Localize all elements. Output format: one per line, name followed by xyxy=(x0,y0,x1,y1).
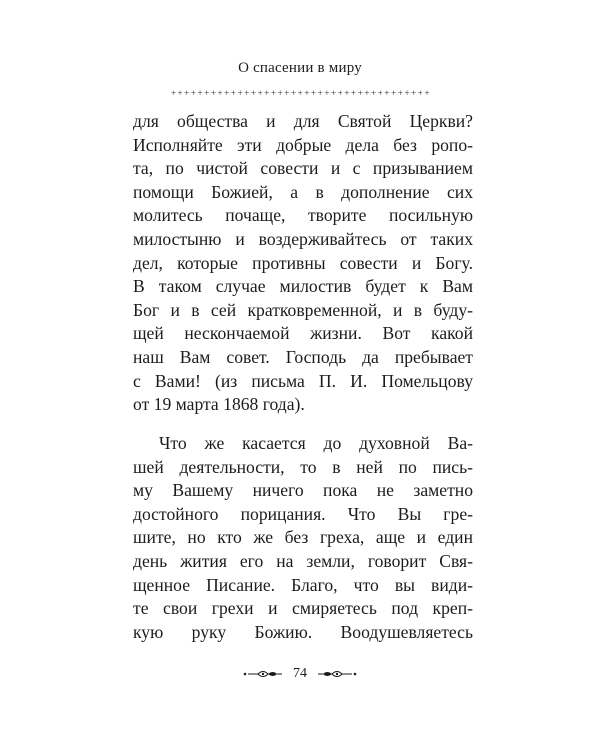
text-line: шей деятельности, то в ней по пись- xyxy=(133,456,473,477)
text-line: молитесь почаще, творите посильную xyxy=(133,205,473,226)
text-line: те свои грехи и смиряетесь под креп- xyxy=(133,598,473,619)
text-line: от 19 марта 1868 года). xyxy=(133,394,305,415)
text-line: милостыню и воздерживайтесь от таких xyxy=(133,228,473,249)
text-line: помощи Божией, а в дополнение сих xyxy=(133,181,473,202)
page-footer xyxy=(0,663,600,685)
text-line: дел, которые противны совести и Богу. xyxy=(133,252,473,273)
text-line: наш Вам совет. Господь да пребывает xyxy=(133,346,473,367)
text-line: В таком случае милостив будет к Вам xyxy=(133,276,473,297)
text-line: щей нескончаемой жизни. Вот какой xyxy=(133,323,473,344)
right-flourish-icon xyxy=(316,668,358,680)
text-line: день жития его на земли, говорит Свя- xyxy=(133,550,473,571)
ornament-rule: +++++++++++++++++++++++++++++++++++++++ xyxy=(170,88,432,98)
text-line: та, по чистой совести и с призыванием xyxy=(133,158,473,179)
text-line: с Вами! (из письма П. И. Помельцову xyxy=(133,370,473,391)
left-flourish-icon xyxy=(242,668,284,680)
text-line: Бог и в сей кратковременной, и в буду- xyxy=(133,299,473,320)
text-line: му Вашему ничего пока не заметно xyxy=(133,480,473,501)
text-line: шите, но кто же без греха, аще и един xyxy=(133,527,473,548)
page-number: 74 xyxy=(293,666,307,681)
text-line: Что же касается до духовной Ва- xyxy=(159,433,473,453)
paragraph-continued xyxy=(133,110,473,417)
text-line: достойного порицания. Что Вы гре- xyxy=(133,503,473,524)
paragraph-new xyxy=(133,432,473,644)
text-line: Исполняйте эти добрые дела без ропо- xyxy=(133,134,473,155)
text-line: для общества и для Святой Церкви? xyxy=(133,111,473,131)
text-line: кую руку Божию. Воодушевляетесь xyxy=(133,621,473,642)
text-line: щенное Писание. Благо, что вы види- xyxy=(133,574,473,595)
running-head: О спасении в миру xyxy=(238,60,362,76)
